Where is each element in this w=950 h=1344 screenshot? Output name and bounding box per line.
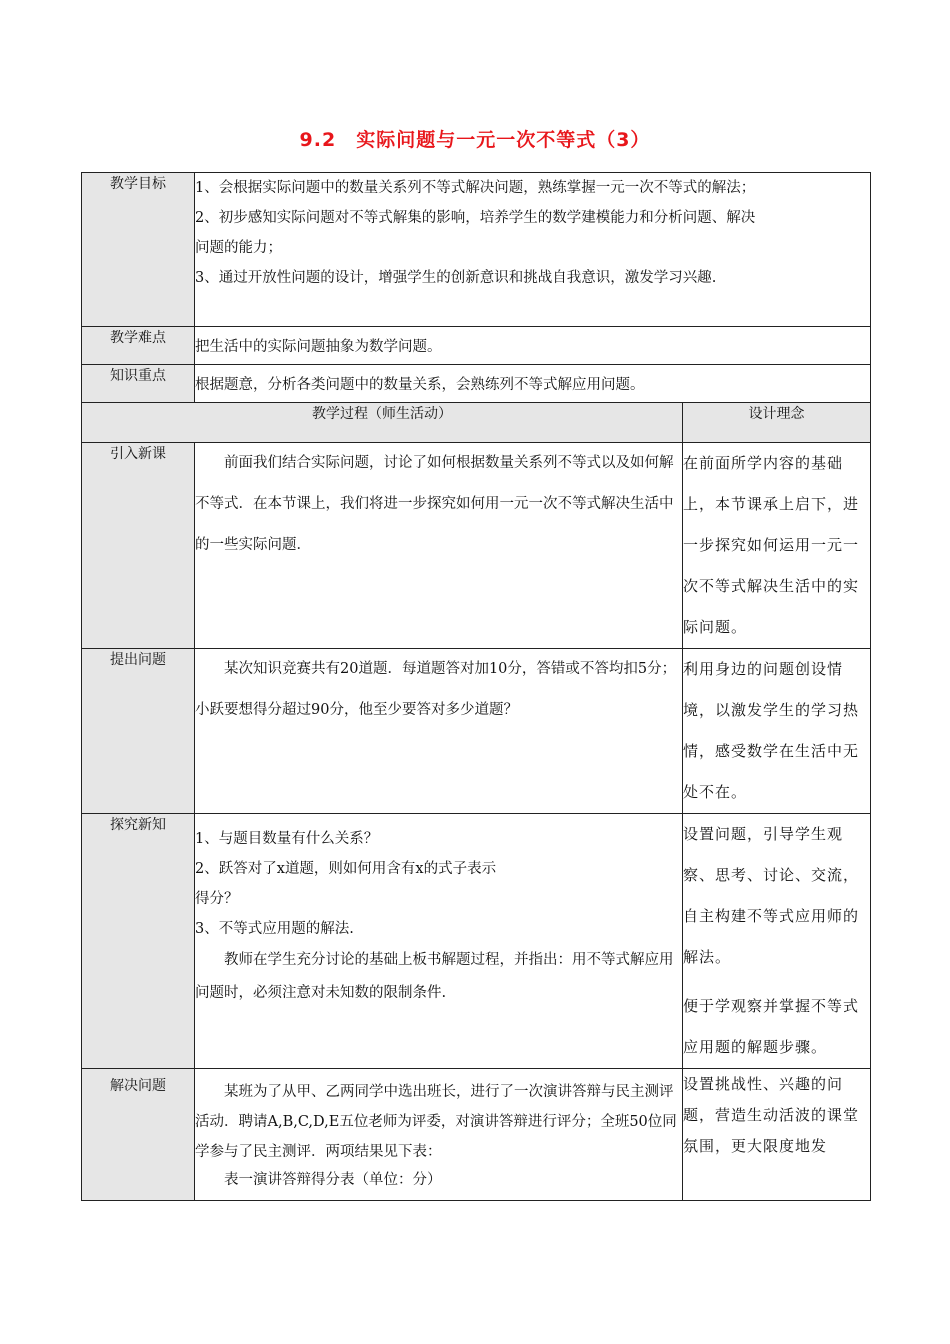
intro-concept-text: 在前面所学内容的基础上，本节课承上启下，进一步探究如何运用一元一次不等式解决生活中的实际问题。 (683, 454, 860, 636)
explore-item-4: 3、不等式应用题的解法. (195, 921, 354, 937)
explore-label: 探究新知 (82, 814, 195, 1069)
question-process-text: 某次知识竞赛共有20道题．每道题答对加10分，答错或不答均扣5分；小跃要想得分超过90分，他至少要答对多少道题？ (195, 661, 677, 718)
question-concept-text: 利用身边的问题创设情境，以激发学生的学习热情，感受数学在生活中无处不在。 (683, 660, 860, 801)
objectives-content (195, 173, 871, 327)
process-header: 教学过程（师生活动） (82, 403, 683, 443)
explore-concept-1: 设置问题，引导学生观察、思考、讨论、交流，自主构建不等式应用师的解法。 (683, 825, 860, 966)
key-points-text: 根据题意，分析各类问题中的数量关系，会熟练列不等式解应用问题。 (195, 365, 871, 403)
explore-row (82, 814, 871, 1069)
question-label: 提出问题 (82, 649, 195, 814)
intro-process (195, 443, 683, 649)
key-points-row (82, 365, 871, 403)
explore-item-3: 得分？ (195, 891, 239, 907)
explore-item-1: 1、与题目数量有什么关系？ (195, 831, 379, 847)
solve-table-caption: 表一演讲答辩得分表（单位：分） (224, 1172, 442, 1188)
concept-header: 设计理念 (683, 403, 871, 443)
solve-label: 解决问题 (82, 1069, 195, 1201)
solve-concept-text: 设置挑战性、兴趣的问题，营造生动活波的课堂氛围，更大限度地发 (683, 1075, 860, 1155)
objective-line-2: 2、初步感知实际问题对不等式解集的影响，培养学生的数学建模能力和分析问题、解决 (195, 210, 756, 226)
intro-concept (683, 443, 871, 649)
explore-summary: 教师在学生充分讨论的基础上板书解题过程，并指出：用不等式解应用问题时，必须注意对未知数的限制条件. (195, 952, 674, 1001)
page-title: 9.2 实际问题与一元一次不等式（3） (299, 129, 651, 151)
process-header-row (82, 403, 871, 443)
intro-row (82, 443, 871, 649)
objectives-row (82, 173, 871, 327)
difficulty-row (82, 327, 871, 365)
objectives-label: 教学目标 (82, 173, 195, 327)
explore-concept (683, 814, 871, 1069)
objective-line-4: 3、通过开放性问题的设计，增强学生的创新意识和挑战自我意识，激发学习兴趣. (195, 270, 717, 286)
question-concept (683, 649, 871, 814)
lesson-plan-table (81, 172, 871, 1201)
objective-line-3: 问题的能力； (195, 240, 282, 256)
solve-concept (683, 1069, 871, 1201)
objective-line-1: 1、会根据实际问题中的数量关系列不等式解决问题，熟练掌握一元一次不等式的解法； (195, 180, 756, 196)
solve-process-text: 某班为了从甲、乙两同学中选出班长，进行了一次演讲答辩与民主测评活动．聘请A,B,C,D,E五位老师为评委，对演讲答辩进行评分；全班50位同学参与了民主测评．两项结果见下表： (195, 1084, 677, 1160)
explore-item-2: 2、跃答对了x道题，则如何用含有x的式子表示 (195, 861, 497, 877)
explore-process (195, 814, 683, 1069)
intro-process-text: 前面我们结合实际问题，讨论了如何根据数量关系列不等式以及如何解不等式．在本节课上，我们将进一步探究如何用一元一次不等式解决生活中的一些实际问题． (195, 455, 674, 553)
difficulty-text: 把生活中的实际问题抽象为数学问题。 (195, 327, 871, 365)
intro-label: 引入新课 (82, 443, 195, 649)
key-points-label: 知识重点 (82, 365, 195, 403)
explore-concept-2: 便于学观察并掌握不等式应用题的解题步骤。 (683, 997, 860, 1056)
question-row (82, 649, 871, 814)
solve-row (82, 1069, 871, 1201)
question-process (195, 649, 683, 814)
solve-process (195, 1069, 683, 1201)
difficulty-label: 教学难点 (82, 327, 195, 365)
